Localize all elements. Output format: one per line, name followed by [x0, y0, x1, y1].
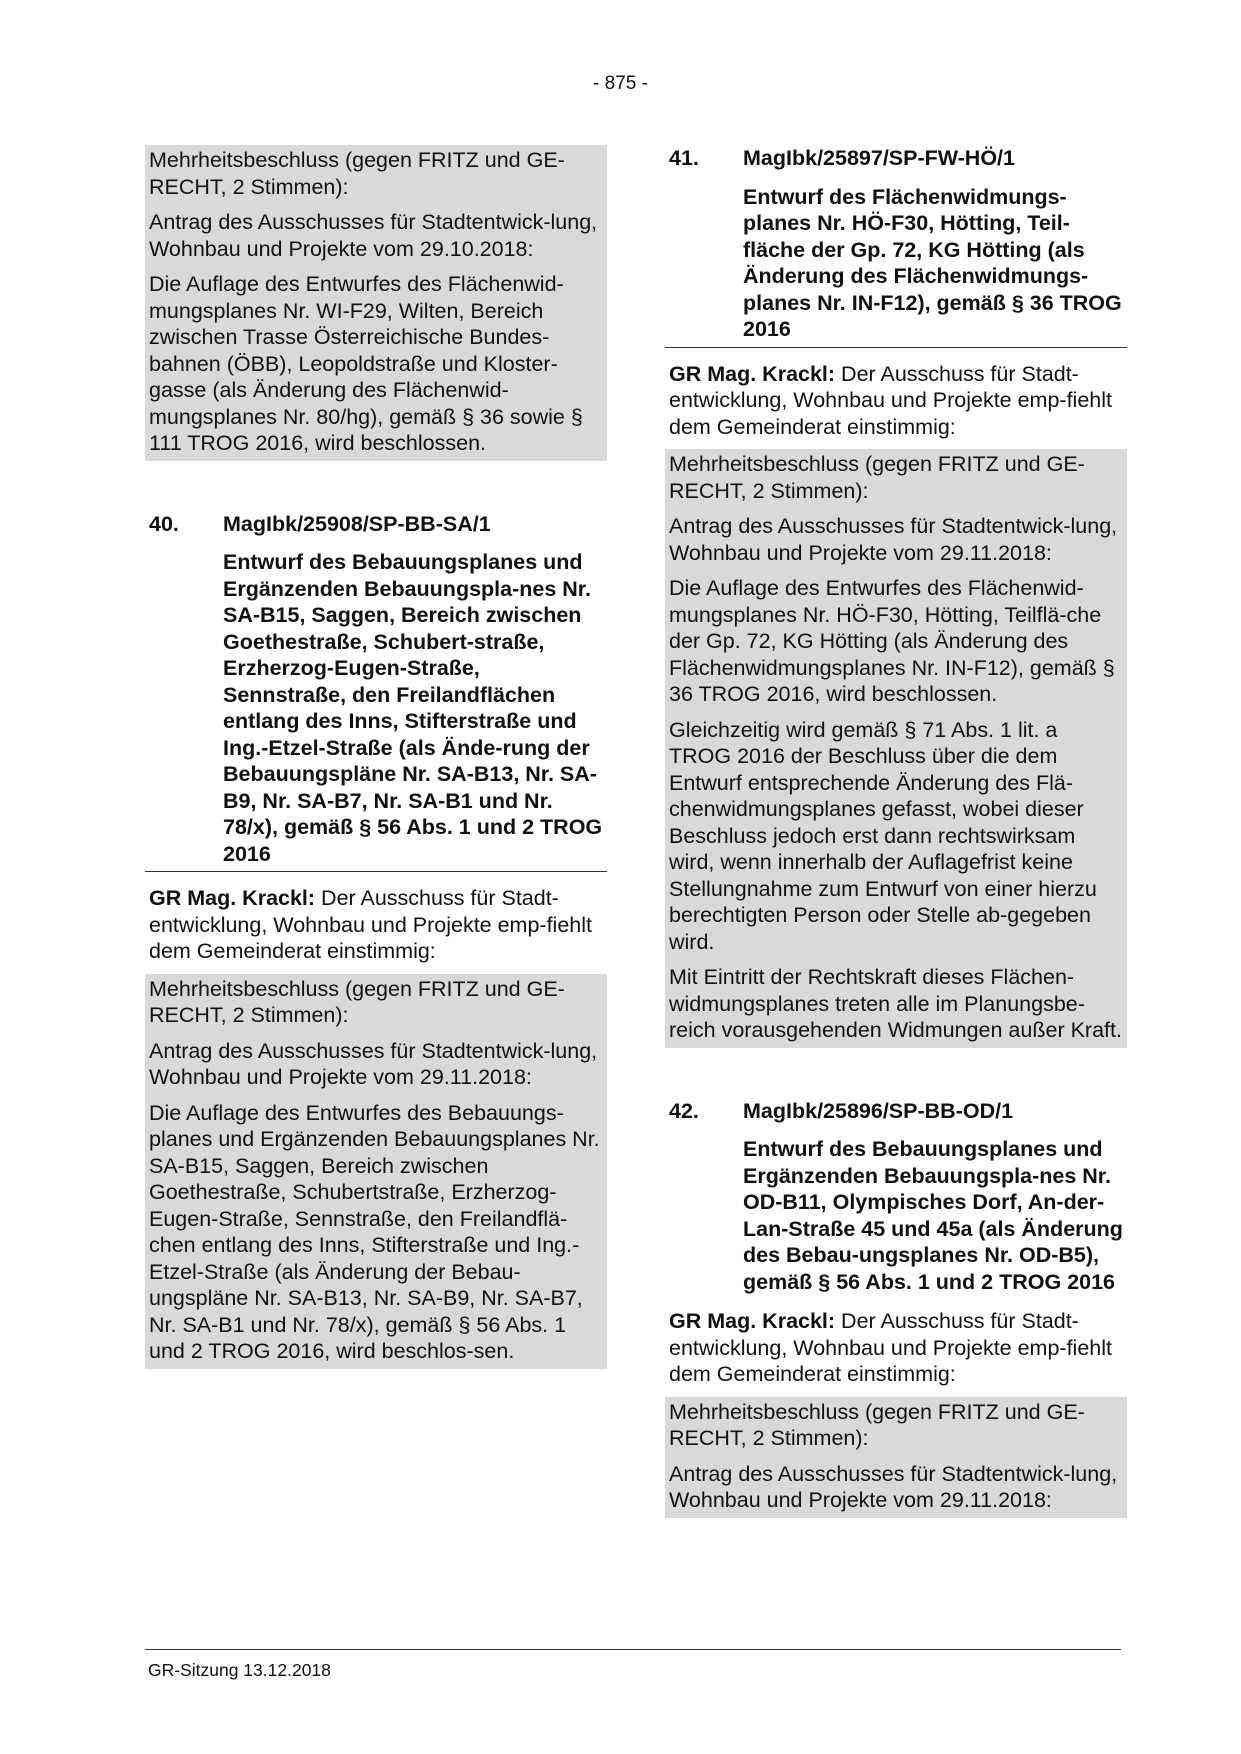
item-code: MagIbk/25908/SP-BB-SA/1 [223, 511, 491, 536]
speaker-text: Der Ausschuss für Stadt-entwicklung, Wohnbau und Projekte emp-fiehlt dem Gemeinderat einstimmig: [669, 1309, 1112, 1386]
agenda-item-41 [665, 145, 1127, 1048]
resolution-block [665, 1397, 1127, 1518]
resolution-simultaneous: Gleichzeitig wird gemäß § 71 Abs. 1 lit. a TROG 2016 der Beschluss über die dem Entwurf entsprechende Änderung des Flä-chenwidmungsplanes gefasst, wobei dieser Beschluss jedoch erst dann rechtswirksam wird, wenn innerhalb der Auflagefrist keine Stellungnahme zum Entwurf von einer hierzu berechtigten Person oder Stelle ab-gegeben wird. [669, 717, 1097, 954]
resolution-block [145, 974, 607, 1369]
resolution-text: Die Auflage des Entwurfes des Flächenwid-mungsplanes Nr. WI-F29, Wilten, Bereich zwischen Trasse Österreichische Bundes-bahnen (ÖBB), Leopoldstraße und Kloster-gasse (als Änderung des Flächenwid-mungsplanes Nr. 80/hg), gemäß § 36 sowie § 111 TROG 2016, wird beschlossen. [149, 272, 583, 455]
resolution-majority: Mehrheitsbeschluss (gegen FRITZ und GE-RECHT, 2 Stimmen): [149, 148, 565, 199]
resolution-motion: Antrag des Ausschusses für Stadtentwick-lung, Wohnbau und Projekte vom 29.10.2018: [149, 210, 598, 261]
item-code: MagIbk/25897/SP-FW-HÖ/1 [743, 146, 1015, 170]
item-heading [665, 145, 1127, 172]
resolution-motion: Antrag des Ausschusses für Stadtentwick-lung, Wohnbau und Projekte vom 29.11.2018: [669, 1461, 1118, 1512]
resolution-motion: Antrag des Ausschusses für Stadtentwick-lung, Wohnbau und Projekte vom 29.11.2018: [669, 514, 1118, 565]
speaker-name: GR Mag. Krackl: [149, 886, 316, 910]
divider [145, 871, 607, 872]
speaker-statement [149, 885, 603, 965]
item-title: Entwurf des Bebauungsplanes und Ergänzenden Bebauungspla-nes Nr. SA-B15, Saggen, Bereich zwischen Goethestraße, Schubert-straße, Erzherzog-Eugen-Straße, Sennstraße, den Freilandflächen entlang des Inns, Stifterstraße und Ing.-Etzel-Straße (als Ände-rung der Bebauungspläne Nr. SA-B13, Nr. SA-B9, Nr. SA-B7, Nr. SA-B1 und Nr. 78/x), gemäß § 56 Abs. 1 und 2 TROG 2016 [223, 550, 603, 866]
speaker-name: GR Mag. Krackl: [669, 1309, 836, 1333]
footer-session: GR-Sitzung 13.12.2018 [148, 1660, 331, 1680]
speaker-name: GR Mag. Krackl: [669, 361, 836, 386]
resolution-majority: Mehrheitsbeschluss (gegen FRITZ und GE-RECHT, 2 Stimmen): [669, 452, 1085, 503]
resolution-text: Die Auflage des Entwurfes des Bebauungs-planes und Ergänzenden Bebauungsplanes Nr. SA-B15, Saggen, Bereich zwischen Goethestraße, Schubertstraße, Erzherzog-Eugen-Straße, Sennstraße, den Freilandflä-chen entlang des Inns, Stifterstraße und Ing.-Etzel-Straße (als Änderung der Bebau-ungspläne Nr. SA-B13, Nr. SA-B9, Nr. SA-B7, Nr. SA-B1 und Nr. 78/x), gemäß § 56 Abs. 1 und 2 TROG 2016, wird beschlos-sen. [149, 1100, 600, 1363]
item-title: Entwurf des Flächenwidmungs-planes Nr. HÖ-F30, Hötting, Teil-fläche der Gp. 72, KG Hötting (als Änderung des Flächenwidmungs-planes Nr. IN-F12), gemäß § 36 TROG 2016 [743, 184, 1122, 341]
resolution-majority: Mehrheitsbeschluss (gegen FRITZ und GE-RECHT, 2 Stimmen): [149, 976, 565, 1027]
footer-divider [145, 1649, 1121, 1650]
item-heading [145, 511, 607, 538]
item-number: 40. [149, 511, 179, 536]
speaker-statement [669, 361, 1123, 441]
divider [665, 347, 1127, 348]
resolution-majority: Mehrheitsbeschluss (gegen FRITZ und GE-RECHT, 2 Stimmen): [669, 1399, 1085, 1450]
speaker-text: Der Ausschuss für Stadt-entwicklung, Wohnbau und Projekte emp-fiehlt dem Gemeinderat einstimmig: [149, 886, 592, 963]
right-column [665, 145, 1127, 1518]
page-number: - 875 - [593, 73, 648, 94]
speaker-text: Der Ausschuss für Stadt-entwicklung, Wohnbau und Projekte emp-fiehlt dem Gemeinderat einstimmig: [669, 361, 1112, 439]
resolution-text: Die Auflage des Entwurfes des Flächenwid-mungsplanes Nr. HÖ-F30, Hötting, Teilflä-che der Gp. 72, KG Hötting (als Änderung des Flächenwidmungsplanes Nr. IN-F12), gemäß § 36 TROG 2016, wird beschlossen. [669, 576, 1115, 706]
item-title: Entwurf des Bebauungsplanes und Ergänzenden Bebauungspla-nes Nr. OD-B11, Olympisches Dorf, An-der-Lan-Straße 45 und 45a (als Änderung des Bebau-ungsplanes Nr. OD-B5), gemäß § 56 Abs. 1 und 2 TROG 2016 [743, 1137, 1123, 1294]
item-heading [665, 1098, 1127, 1125]
item-code: MagIbk/25896/SP-BB-OD/1 [743, 1098, 1014, 1123]
resolution-block [665, 449, 1127, 1048]
agenda-item-40 [145, 511, 607, 1369]
agenda-item-42 [665, 1098, 1127, 1518]
resolution-block [145, 145, 607, 461]
speaker-statement [669, 1308, 1123, 1388]
resolution-effect: Mit Eintritt der Rechtskraft dieses Flächen-widmungsplanes treten alle im Planungsbe-reich vorausgehenden Widmungen außer Kraft. [669, 965, 1122, 1042]
left-column [145, 145, 607, 1369]
resolution-motion: Antrag des Ausschusses für Stadtentwick-lung, Wohnbau und Projekte vom 29.11.2018: [149, 1038, 598, 1089]
item-number: 42. [669, 1098, 699, 1123]
item-number: 41. [669, 146, 699, 170]
